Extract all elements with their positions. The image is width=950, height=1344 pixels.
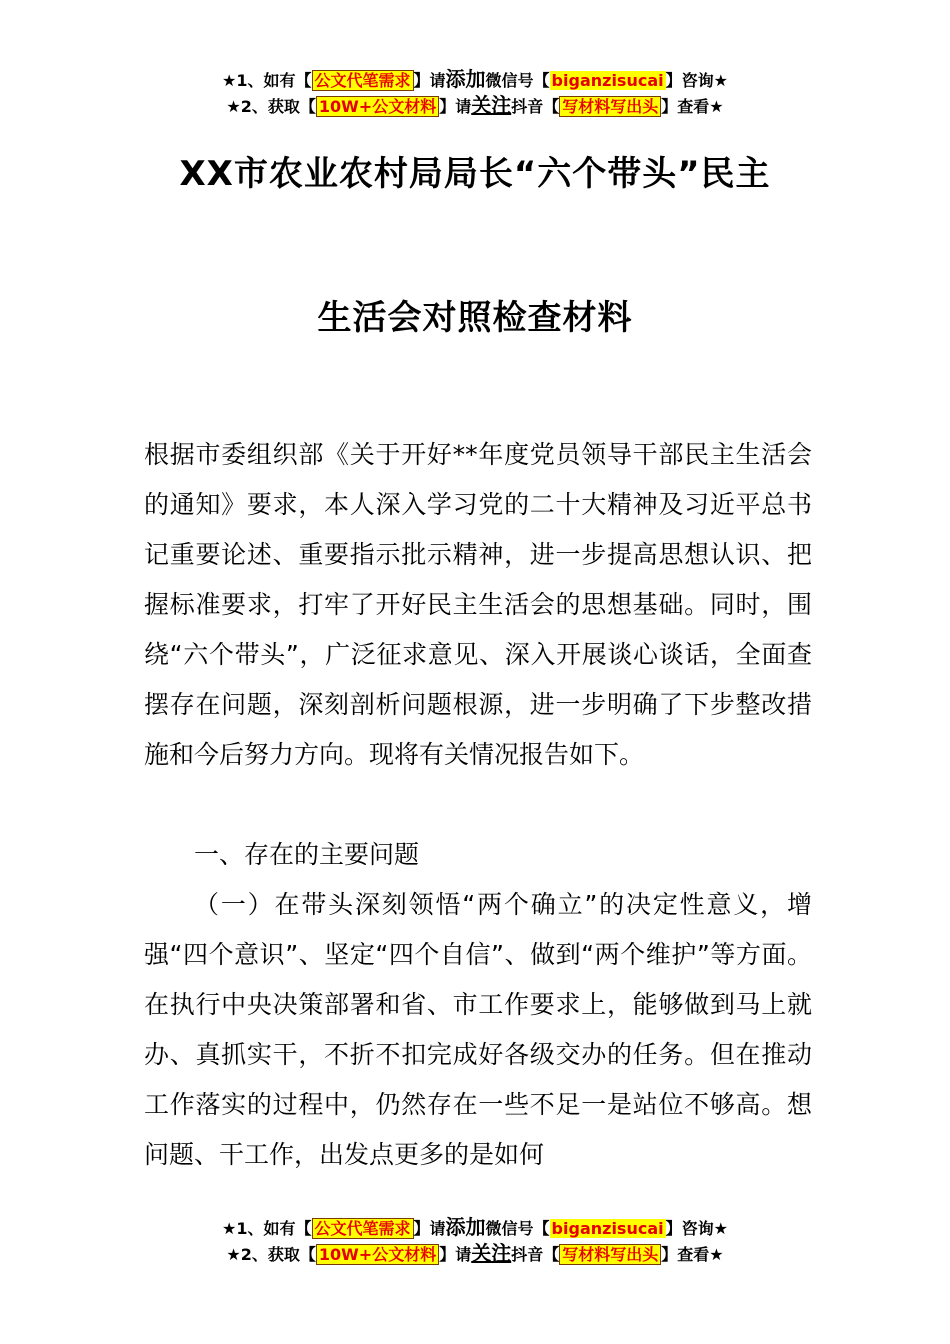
promo-line-1: ★1、如有【 公文代笔需求 】请添加微信号【 biganzisucai 】咨询★ xyxy=(222,67,728,91)
section-paragraph: （一）在带头深刻领悟“两个确立”的决定性意义，增强“四个意识”、坚定“四个自信”、做到“两个维护”等方面。在执行中央决策部署和省、市工作要求上，能够做到马上就办、真抓实干，不折不扣完成好各级交办的任务。但在推动工作落实的过程中，仍然存在一些不足一是站位不够高。想问题、干工作，出发点更多的是如何 xyxy=(144,890,812,1169)
promo-line-2: ★2、获取【 10W+公文材料 】请关注抖音【 写材料写出头 】查看★ xyxy=(226,1241,724,1265)
douyin-account: 写材料写出头 xyxy=(559,96,661,117)
promo-banner-top xyxy=(0,67,950,119)
wechat-id: biganzisucai xyxy=(551,71,664,90)
materials-highlight: 10W+公文材料 xyxy=(316,1244,439,1265)
promo-line-2: ★2、获取【 10W+公文材料 】请关注抖音【 写材料写出头 】查看★ xyxy=(226,93,724,117)
intro-paragraph: 根据市委组织部《关于开好**年度党员领导干部民主生活会的通知》要求，本人深入学习党的二十大精神及习近平总书记重要论述、重要指示批示精神，进一步提高思想认识、把握标准要求，打牢了开好民主生活会的思想基础。同时，围绕“六个带头”，广泛征求意见、深入开展谈心谈话，全面查摆存在问题，深刻剖析问题根源，进一步明确了下步整改措施和今后努力方向。现将有关情况报告如下。 xyxy=(144,440,812,769)
wechat-id: biganzisucai xyxy=(551,1219,664,1238)
douyin-account: 写材料写出头 xyxy=(559,1244,661,1265)
document-title-line-1: XX市农业农村局局长“六个带头”民主 xyxy=(179,154,771,194)
promo-banner-bottom xyxy=(0,1215,950,1267)
service-highlight: 公文代笔需求 xyxy=(312,70,414,91)
promo-line-1: ★1、如有【 公文代笔需求 】请添加微信号【 biganzisucai 】咨询★ xyxy=(222,1215,728,1239)
document-title-line-2: 生活会对照检查材料 xyxy=(317,298,633,338)
materials-highlight: 10W+公文材料 xyxy=(316,96,439,117)
section-heading: 一、存在的主要问题 xyxy=(194,840,420,869)
service-highlight: 公文代笔需求 xyxy=(312,1218,414,1239)
